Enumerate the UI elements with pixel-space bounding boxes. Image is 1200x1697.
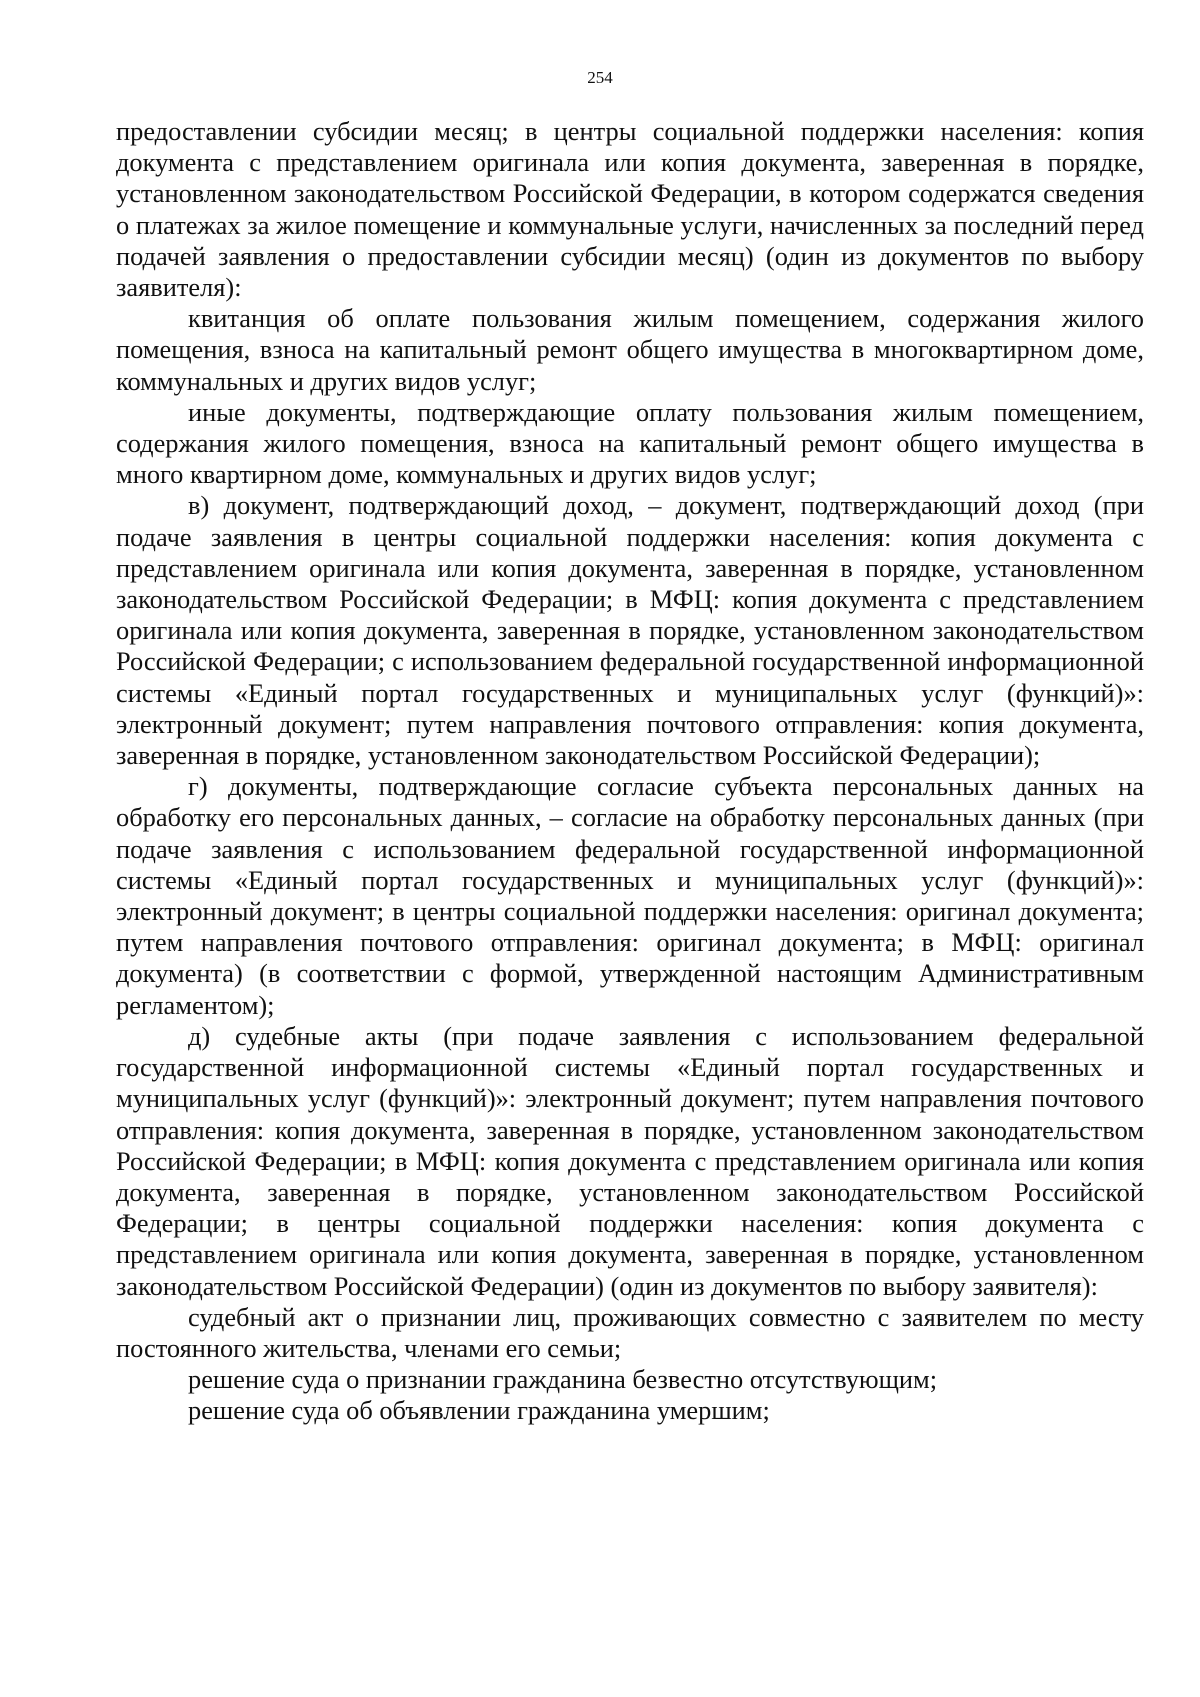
paragraph-item-v-income: в) документ, подтверждающий доход, – документ, подтверждающий доход (при подаче заявления в центры социальной поддержки населения: копия документа с представлением оригинала или копия документа, заверенная в порядке, установленном законодательством Российской Федерации; в МФЦ: копия документа с представлением оригинала или копия документа, заверенная в порядке, установленном законодательством Российской Федерации; с использованием федеральной государственной информационной системы «Единый портал государственных и муниципальных услуг (функций)»: электронный документ; путем направления почтового отправления: копия документа, заверенная в порядке, установленном законодательством Российской Федерации); xyxy=(116,490,1144,771)
document-body xyxy=(116,116,1144,1427)
paragraph-court-act-family: судебный акт о признании лиц, проживающих совместно с заявителем по месту постоянного жительства, членами его семьи; xyxy=(116,1301,1144,1363)
paragraph-receipt: квитанция об оплате пользования жилым помещением, содержания жилого помещения, взноса на капитальный ремонт общего имущества в многоквартирном доме, коммунальных и других видов услуг; xyxy=(116,303,1144,396)
paragraph-item-d-court-acts: д) судебные акты (при подаче заявления с использованием федеральной государственной информационной системы «Единый портал государственных и муниципальных услуг (функций)»: электронный документ; путем направления почтового отправления: копия документа, заверенная в порядке, установленном законодательством Российской Федерации; в МФЦ: копия документа с представлением оригинала или копия документа, заверенная в порядке, установленном законодательством Российской Федерации; в центры социальной поддержки населения: копия документа с представлением оригинала или копия документа, заверенная в порядке, установленном законодательством Российской Федерации) (один из документов по выбору заявителя): xyxy=(116,1020,1144,1301)
paragraph-continuation: предоставлении субсидии месяц; в центры социальной поддержки населения: копия документа с представлением оригинала или копия документа, заверенная в порядке, установленном законодательством Российской Федерации, в котором содержатся сведения о платежах за жилое помещение и коммунальные услуги, начисленных за последний перед подачей заявления о предоставлении субсидии месяц) (один из документов по выбору заявителя): xyxy=(116,116,1144,303)
paragraph-item-g-consent: г) документы, подтверждающие согласие субъекта персональных данных на обработку его персональных данных, – согласие на обработку персональных данных (при подаче заявления с использованием федеральной государственной информационной системы «Единый портал государственных и муниципальных услуг (функций)»: электронный документ; в центры социальной поддержки населения: оригинал документа; путем направления почтового отправления: оригинал документа; в МФЦ: оригинал документа) (в соответствии с формой, утвержденной настоящим Административным регламентом); xyxy=(116,771,1144,1020)
paragraph-other-documents: иные документы, подтверждающие оплату пользования жилым помещением, содержания жилого помещения, взноса на капитальный ремонт общего имущества в много квартирном доме, коммунальных и других видов услуг; xyxy=(116,396,1144,490)
paragraph-court-deceased: решение суда об объявлении гражданина умершим; xyxy=(188,1395,770,1426)
page-number: 254 xyxy=(587,68,613,87)
paragraph-court-missing: решение суда о признании гражданина безвестно отсутствующим; xyxy=(188,1364,938,1395)
